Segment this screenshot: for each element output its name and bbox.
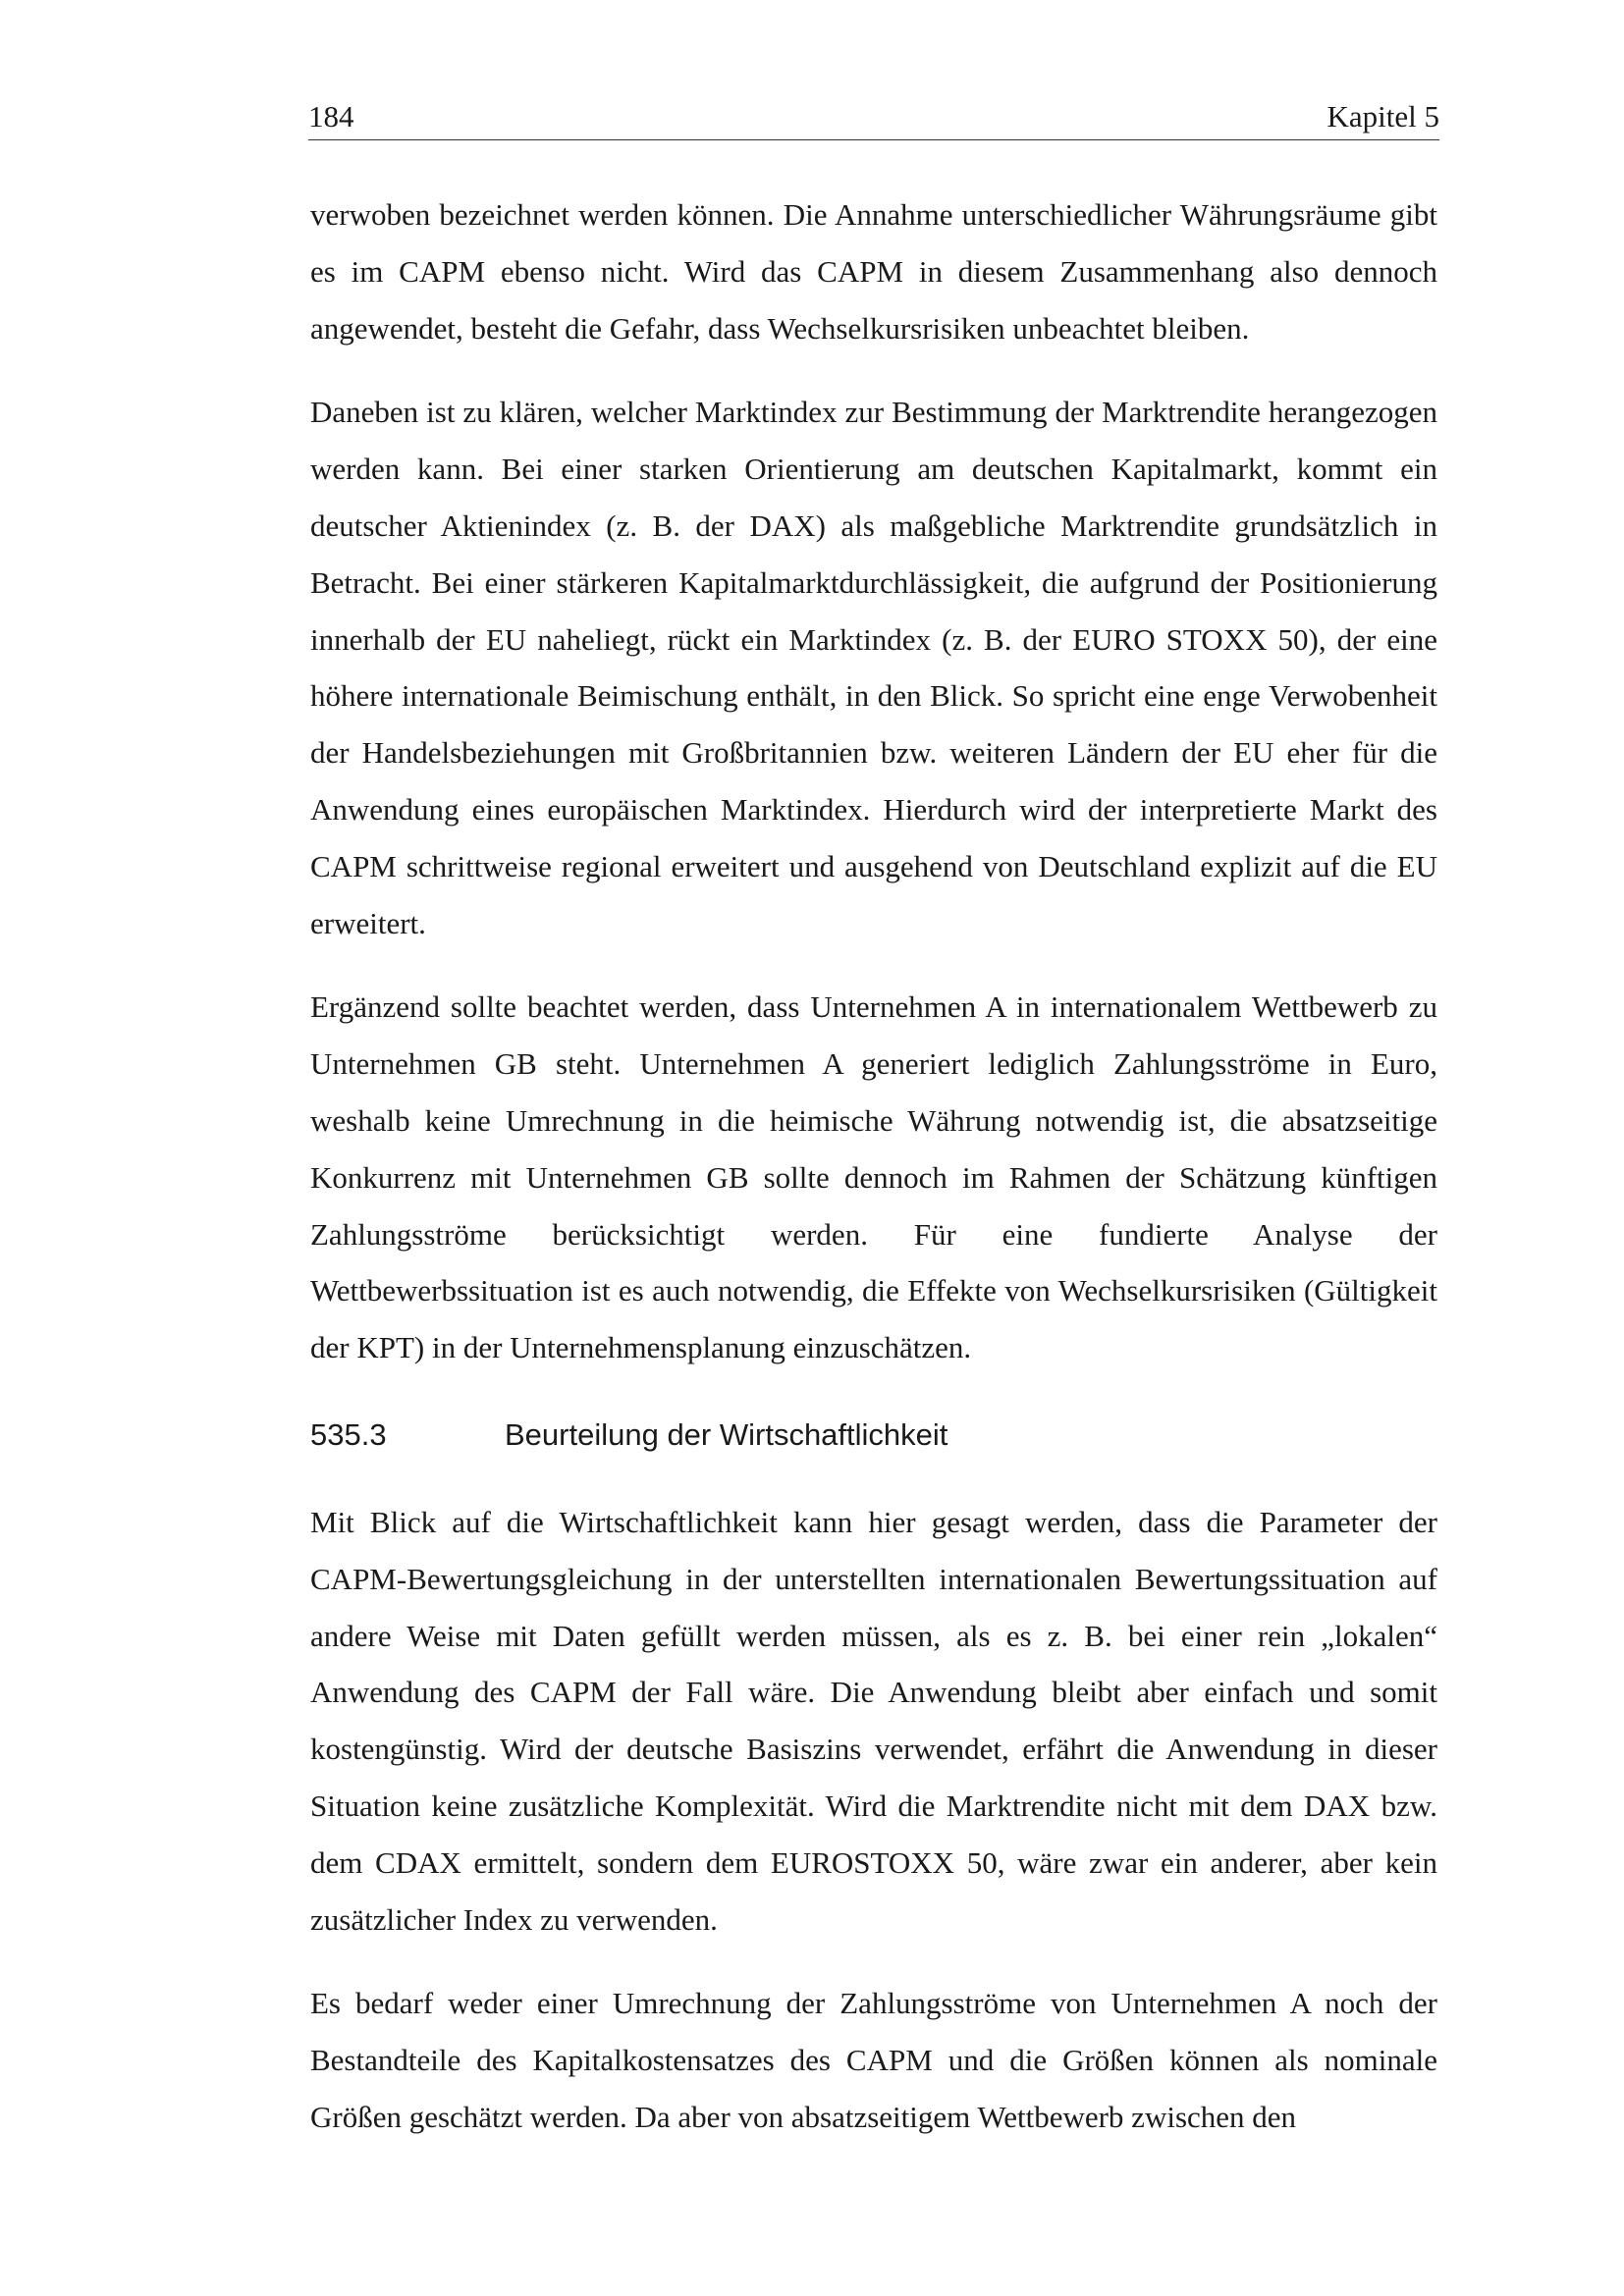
section-heading [310,1415,1437,1455]
running-header [308,94,1439,140]
section-title: Beurteilung der Wirtschaftlichkeit [505,1416,948,1452]
paragraph-2: Daneben ist zu klären, welcher Marktindex zur Bestimmung der Marktrendite herangezogen werden kann. Bei einer starken Orientierung am deutschen Kapitalmarkt, kommt ein deutscher Aktienindex (z. B. der DAX) als maßgebliche Marktrendite grundsätzlich in Betracht. Bei einer stärkeren Kapitalmarktdurchlässigkeit, die aufgrund der Positionierung innerhalb der EU naheliegt, rückt ein Marktindex (z. B. der EURO STOXX 50), der eine höhere internationale Beimischung enthält, in den Blick. So spricht eine enge Verwobenheit der Handelsbeziehungen mit Großbritannien bzw. weiteren Ländern der EU eher für die Anwendung eines europäischen Marktindex. Hierdurch wird der interpretierte Markt des CAPM schrittweise regional erweitert und ausgehend von Deutschland explizit auf die EU erweitert. [310,395,1437,940]
section-number: 535.3 [310,1416,387,1452]
paragraph-3: Ergänzend sollte beachtet werden, dass Unternehmen A in internationalem Wettbewerb zu Unternehmen GB steht. Unternehmen A generiert lediglich Zahlungsströme in Euro, weshalb keine Umrechnung in die heimische Währung notwendig ist, die absatzseitige Konkurrenz mit Unternehmen GB sollte dennoch im Rahmen der Schätzung künftigen Zahlungsströme berücksichtigt werden. Für eine fundierte Analyse der Wettbewerbssituation ist es auch notwendig, die Effekte von Wechselkursrisiken (Gültigkeit der KPT) in der Unternehmensplanung einzuschätzen. [310,989,1437,1365]
paragraph-1: verwoben bezeichnet werden können. Die Annahme unterschiedlicher Währungsräume gibt es im CAPM ebenso nicht. Wird das CAPM in diesem Zusammenhang also dennoch angewendet, besteht die Gefahr, dass Wechselkursrisiken unbeachtet bleiben. [310,197,1437,346]
chapter-label: Kapitel 5 [1326,99,1439,133]
page-number: 184 [308,99,354,133]
body-text [310,187,1437,2173]
paragraph-5: Es bedarf weder einer Umrechnung der Zahlungsströme von Unternehmen A noch der Bestandteile des Kapitalkostensatzes des CAPM und die Größen können als nominale Größen geschätzt werden. Da aber von absatzseitigem Wettbewerb zwischen den [310,1986,1437,2134]
paragraph-4: Mit Blick auf die Wirtschaftlichkeit kann hier gesagt werden, dass die Parameter der CAPM-Bewertungsgleichung in der unterstellten internationalen Bewertungssituation auf andere Weise mit Daten gefüllt werden müssen, als es z. B. bei einer rein „lokalen“ Anwendung des CAPM der Fall wäre. Die Anwendung bleibt aber einfach und somit kostengünstig. Wird der deutsche Basiszins verwendet, erfährt die Anwendung in dieser Situation keine zusätzliche Komplexität. Wird die Marktrendite nicht mit dem DAX bzw. dem CDAX ermittelt, sondern dem EUROSTOXX 50, wäre zwar ein anderer, aber kein zusätzlicher Index zu verwenden. [310,1504,1437,1937]
